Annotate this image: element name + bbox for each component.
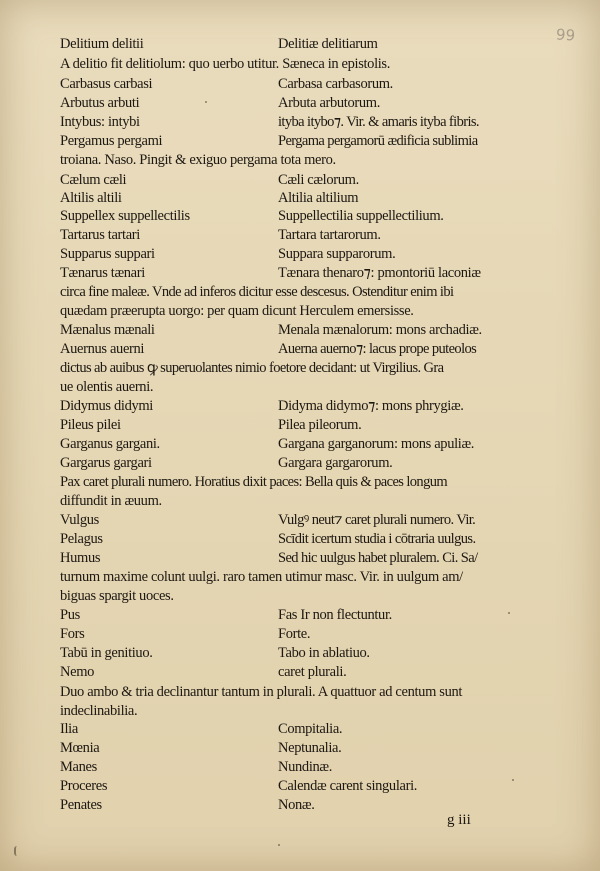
text-line-full: turnum maxime colunt uulgi. raro tamen utimur masc. Vir. in uulgum am/ — [60, 569, 463, 585]
text-line-right: Scīdit icertum studia i cōtraria uulgus. — [278, 531, 476, 547]
text-line-right: Compitalia. — [278, 721, 343, 737]
text-line-right: Nundinæ. — [278, 759, 332, 775]
text-line-left: Pus — [60, 607, 80, 623]
text-line-right: Fas Ir non flectuntur. — [278, 607, 392, 623]
text-line-right: Suppara supparorum. — [278, 246, 396, 262]
edge-stain — [14, 846, 22, 856]
text-line-left: Tænarus tænari — [60, 265, 145, 281]
text-line-right: Arbuta arbutorum. — [278, 95, 380, 111]
text-line-right: Tabo in ablatiuo. — [278, 645, 370, 661]
text-line-full: dictus ab auibus ꝙ superuolantes nimio foetore decidant: ut Virgilius. Gra — [60, 360, 444, 376]
text-line-full: A delitio fit delitiolum: quo uerbo utitur. Sæneca in epistolis. — [60, 56, 391, 72]
text-line-full: Duo ambo & tria declinantur tantum in plurali. A quattuor ad centum sunt — [60, 684, 463, 700]
ink-speck — [508, 612, 510, 614]
text-line-left: Ilia — [60, 721, 78, 737]
ink-speck — [512, 779, 514, 781]
text-line-full: ue olentis auerni. — [60, 379, 154, 395]
text-line-left: Pergamus pergami — [60, 133, 163, 149]
text-line-left: Nemo — [60, 664, 95, 680]
text-line-right: Didyma didymo⁊: mons phrygiæ. — [278, 398, 464, 414]
text-line-left: Auernus auerni — [60, 341, 145, 357]
text-line-right: Gargana garganorum: mons apuliæ. — [278, 436, 475, 452]
text-line-full: circa fine maleæ. Vnde ad inferos dicitur esse descesus. Ostenditur enim ibi — [60, 284, 454, 300]
text-line-full: diffundit in æuum. — [60, 493, 162, 509]
signature-mark: g iii — [447, 812, 471, 828]
text-line-left: Delitium delitii — [60, 36, 144, 52]
text-line-right: Forte. — [278, 626, 311, 642]
text-line-left: Vulgus — [60, 512, 99, 528]
text-line-full: quædam præerupta uorgo: per quam dicunt Herculem emersisse. — [60, 303, 414, 319]
text-line-left: Manes — [60, 759, 97, 775]
text-line-left: Supparus suppari — [60, 246, 155, 262]
text-line-right: Sed hic uulgus habet pluralem. Ci. Sa/ — [278, 550, 478, 566]
text-line-right: Delitiæ delitiarum — [278, 36, 378, 52]
text-line-right: caret plurali. — [278, 664, 347, 680]
text-line-right: Neptunalia. — [278, 740, 342, 756]
pencil-annotation-mark: 99 — [555, 25, 576, 45]
text-line-right: Menala mænalorum: mons archadiæ. — [278, 322, 482, 338]
text-line-left: Tartarus tartari — [60, 227, 140, 243]
text-line-right: Tartara tartarorum. — [278, 227, 381, 243]
text-line-right: Altilia altilium — [278, 190, 359, 206]
text-line-right: Carbasa carbasorum. — [278, 76, 393, 92]
text-line-full: troiana. Naso. Pingit & exiguo pergama tota mero. — [60, 152, 336, 168]
text-line-left: Suppellex suppellectilis — [60, 208, 190, 224]
text-line-right: Nonæ. — [278, 797, 315, 813]
text-line-full: biguas spargit uoces. — [60, 588, 174, 604]
text-line-left: Mœnia — [60, 740, 100, 756]
text-line-right: Pilea pileorum. — [278, 417, 362, 433]
text-line-left: Mænalus mænali — [60, 322, 155, 338]
text-line-left: Altilis altili — [60, 190, 122, 206]
text-line-right: Calendæ carent singulari. — [278, 778, 418, 794]
text-line-full: Pax caret plurali numero. Horatius dixit paces: Bella quis & paces longum — [60, 474, 448, 490]
text-line-right: Suppellectilia suppellectilium. — [278, 208, 444, 224]
text-line-left: Proceres — [60, 778, 108, 794]
text-line-right: Gargara gargarorum. — [278, 455, 393, 471]
text-line-left: Gargarus gargari — [60, 455, 152, 471]
text-line-right: ityba itybo⁊. Vir. & amaris ityba fibris. — [278, 114, 479, 130]
text-line-left: Arbutus arbuti — [60, 95, 140, 111]
text-line-left: Cælum cæli — [60, 172, 127, 188]
ink-speck — [278, 844, 280, 846]
text-line-left: Tabū in genitiuo. — [60, 645, 153, 661]
text-line-left: Penates — [60, 797, 102, 813]
text-line-left: Didymus didymi — [60, 398, 153, 414]
ink-speck — [205, 101, 207, 103]
text-line-left: Fors — [60, 626, 85, 642]
text-line-full: indeclinabilia. — [60, 703, 138, 719]
text-line-left: Garganus gargani. — [60, 436, 160, 452]
text-line-left: Intybus: intybi — [60, 114, 140, 130]
text-line-left: Pileus pilei — [60, 417, 121, 433]
text-line-right: Tænara thenaro⁊: pmontoriū laconiæ — [278, 265, 481, 281]
text-line-right: Vulgꝰ neut⁊ caret plurali numero. Vir. — [278, 512, 476, 528]
text-line-right: Cæli cælorum. — [278, 172, 359, 188]
text-line-left: Pelagus — [60, 531, 103, 547]
text-line-right: Auerna auerno⁊: lacus prope puteolos — [278, 341, 477, 357]
text-line-left: Humus — [60, 550, 101, 566]
text-line-left: Carbasus carbasi — [60, 76, 153, 92]
text-line-right: Pergama pergamorū ædificia sublimia — [278, 133, 478, 149]
